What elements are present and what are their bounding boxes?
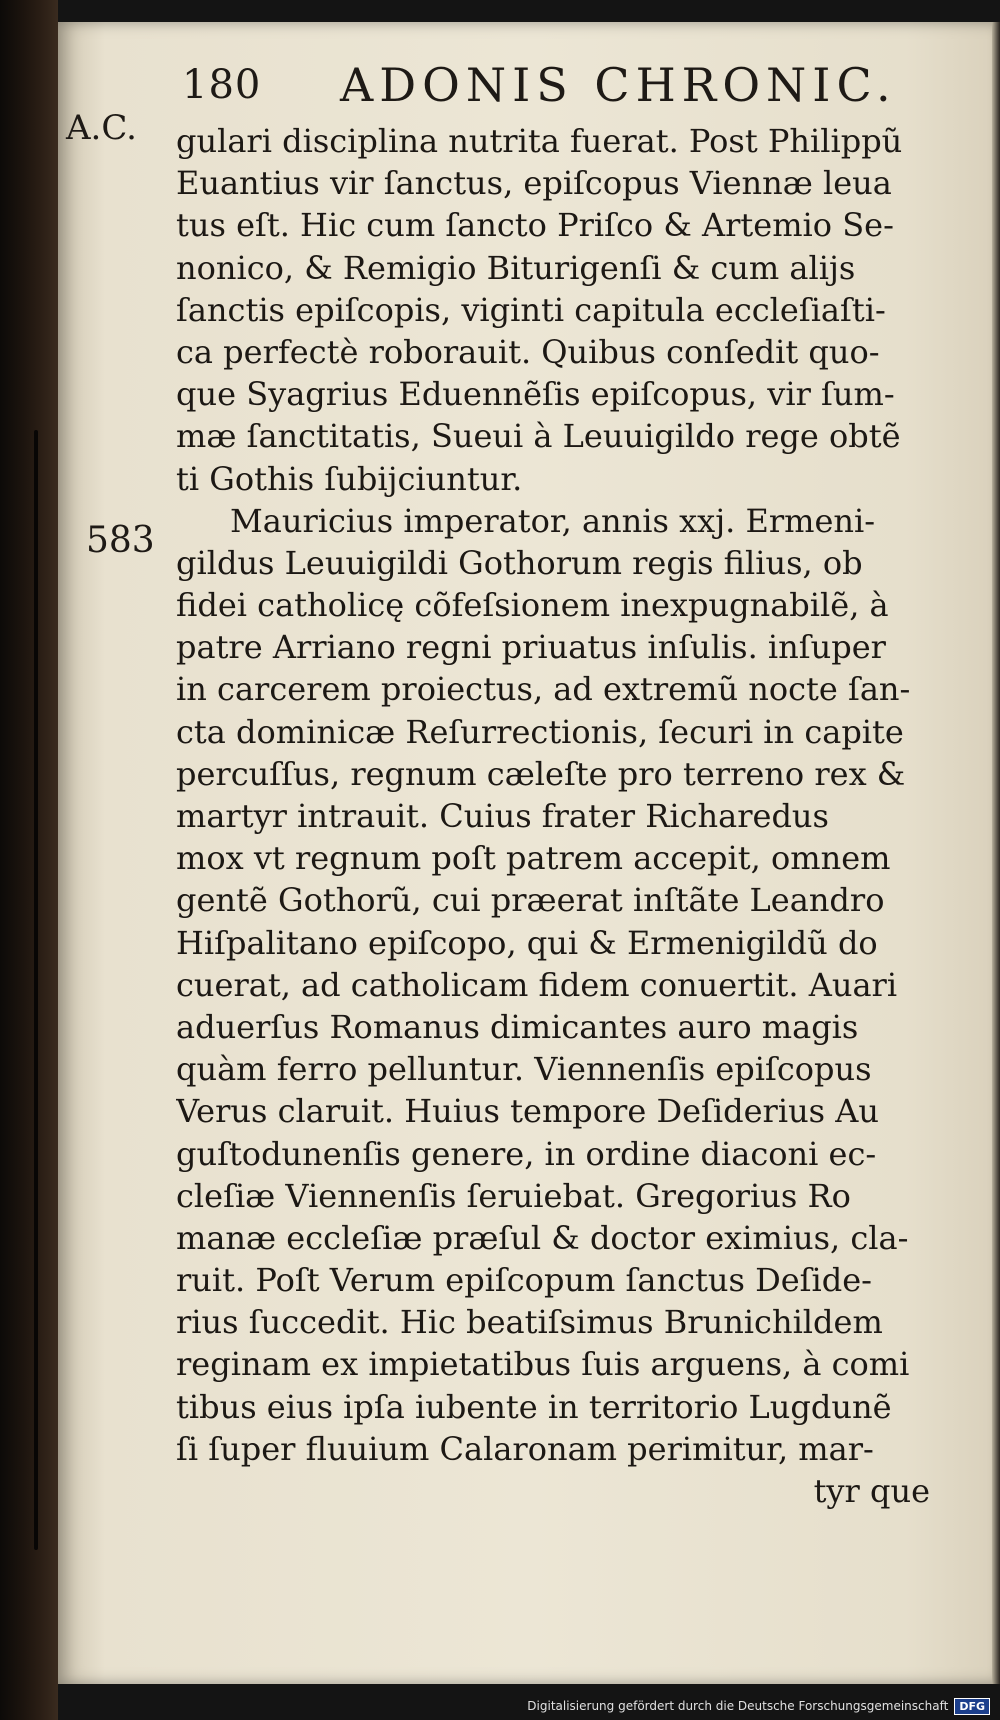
text-line: ſi ſuper fluuium Calaronam perimitur, mar- <box>176 1429 874 1468</box>
text-line: ti Gothis ſubijciuntur. <box>176 459 523 498</box>
text-line: gulari disciplina nutrita fuerat. Post Philippũ <box>176 122 903 160</box>
text-line: Euantius vir ſanctus, epiſcopus Viennæ leua <box>176 164 892 203</box>
text-line: guſtodunenſis genere, in ordine diaconi ec- <box>176 1134 877 1173</box>
footer-credit: Digitalisierung gefördert durch die Deutsche Forschungsgemeinschaft <box>527 1699 949 1713</box>
text-line: Verus claruit. Huius tempore Deſiderius Au <box>176 1092 879 1131</box>
text-line: ſanctis epiſcopis, viginti capitula eccleſiaſti- <box>176 290 886 329</box>
text-line: ruit. Poſt Verum epiſcopum ſanctus Deſide- <box>176 1261 872 1300</box>
running-title: ADONIS CHRONIC. <box>340 58 897 112</box>
text-line: tibus eius ipſa iubente in territorio Lugdunẽ <box>176 1387 892 1426</box>
text-line: nonico, & Remigio Biturigenſi & cum alijs <box>176 248 856 287</box>
text-line: ca perfectè roborauit. Quibus conſedit quo- <box>176 332 880 371</box>
text-line: rius ſuccedit. Hic beatiſsimus Brunichildem <box>176 1303 883 1342</box>
running-head <box>182 56 942 118</box>
text-line: cleſiæ Viennenſis ſeruiebat. Gregorius Ro <box>176 1176 851 1215</box>
margin-note-ac: A.C. <box>66 108 137 148</box>
binding-thread <box>34 430 38 1550</box>
text-line: gildus Leuuigildi Gothorum regis filius, ob <box>176 543 863 582</box>
text-line: aduerſus Romanus dimicantes auro magis <box>176 1007 859 1046</box>
text-line: in carcerem proiectus, ad extremũ nocte ſan- <box>176 670 911 709</box>
text-line: tus eſt. Hic cum ſancto Priſco & Artemio Se- <box>176 206 894 245</box>
text-line: fidei catholicę cõfeſsionem inexpugnabilẽ, à <box>176 586 889 625</box>
text-line: percuſſus, regnum cæleſte pro terreno rex & <box>176 754 906 793</box>
dfg-logo: DFG <box>954 1698 990 1715</box>
catchword: tyr que <box>813 1472 930 1510</box>
text-line: quàm ferro pelluntur. Viennenſis epiſcopus <box>176 1050 872 1089</box>
text-line: gentẽ Gothorũ, cui præerat inſtãte Leandro <box>176 881 885 920</box>
digitization-footer <box>527 1696 990 1716</box>
text-line: manæ eccleſiæ præſul & doctor eximius, cla- <box>176 1218 909 1257</box>
book-spine <box>0 0 58 1720</box>
text-line: martyr intrauit. Cuius frater Richaredus <box>176 797 829 835</box>
text-line: Mauricius imperator, annis xxj. Ermeni- <box>230 501 876 540</box>
text-line: mæ ſanctitatis, Sueui à Leuuigildo rege obtẽ <box>176 417 901 456</box>
text-line: reginam ex impietatibus ſuis arguens, à comi <box>176 1345 910 1384</box>
text-line: que Syagrius Eduennẽſis epiſcopus, vir ſum- <box>176 375 895 414</box>
text-line: mox vt regnum poſt patrem accepit, omnem <box>176 839 891 878</box>
text-line: cta dominicæ Reſurrectionis, ſecuri in capite <box>176 712 904 751</box>
page-number: 180 <box>182 62 262 108</box>
text-line: cuerat, ad catholicam fidem conuertit. Auari <box>176 965 898 1004</box>
body-text <box>176 120 930 1512</box>
text-line: patre Arriano regni priuatus inſulis. inſuper <box>176 628 886 667</box>
margin-note-year: 583 <box>86 520 155 561</box>
page-edge <box>992 22 1000 1684</box>
text-line: Hiſpalitano epiſcopo, qui & Ermenigildũ do <box>176 923 878 962</box>
